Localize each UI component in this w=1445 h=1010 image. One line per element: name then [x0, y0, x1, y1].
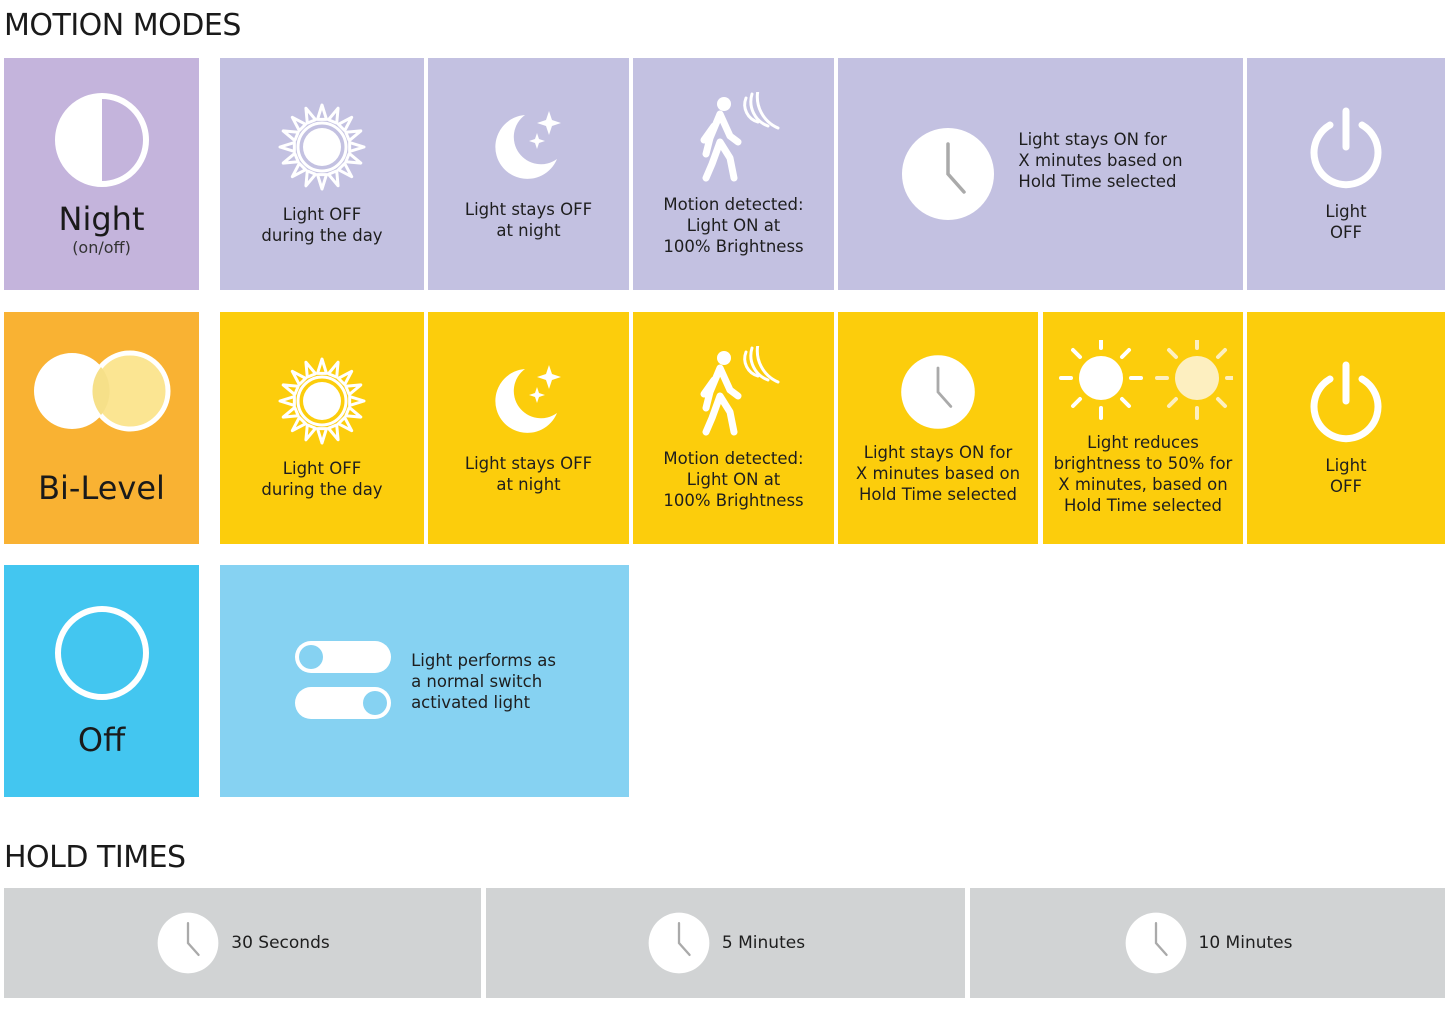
step-caption: Light performs as a normal switch activated light — [411, 650, 556, 712]
hold-times-heading: HOLD TIMES — [4, 840, 186, 875]
hold-time-label: 10 Minutes — [1198, 933, 1293, 953]
night-step-day — [220, 58, 424, 290]
night-step-hold — [838, 58, 1243, 290]
step-caption: Light stays ON for X minutes based on Hold Time selected — [1018, 129, 1183, 191]
mode-name: Off — [77, 721, 126, 759]
bilevel-step-day — [220, 312, 424, 544]
bilevel-mode-tile — [4, 312, 199, 544]
hold-time-10-minutes — [970, 888, 1445, 998]
bilevel-step-dim — [1043, 312, 1243, 544]
hold-time-30-seconds — [4, 888, 481, 998]
mode-name: Night — [58, 200, 145, 238]
step-caption: Light stays ON for X minutes based on Hold Time selected — [855, 442, 1021, 504]
step-caption: Light stays OFF at night — [464, 454, 593, 494]
half-moon-circle-icon — [52, 90, 152, 190]
bilevel-step-night — [428, 312, 629, 544]
power-icon — [1306, 359, 1386, 445]
bilevel-step-motion — [633, 312, 834, 544]
night-step-night — [428, 58, 629, 290]
hold-time-label: 30 Seconds — [231, 933, 330, 953]
step-caption: Light reduces brightness to 50% for X minutes, based on Hold Time selected — [1053, 433, 1233, 515]
off-mode-tile — [4, 565, 199, 797]
empty-circle-icon — [52, 603, 152, 703]
clock-icon — [1123, 910, 1189, 976]
moon-stars-icon — [489, 361, 569, 441]
moon-stars-icon — [489, 107, 569, 187]
motion-modes-heading: MOTION MODES — [4, 8, 241, 43]
hold-time-5-minutes — [486, 888, 965, 998]
bilevel-step-hold — [838, 312, 1038, 544]
hold-time-label: 5 Minutes — [721, 933, 806, 953]
night-step-off — [1247, 58, 1445, 290]
dimming-suns-icon — [1053, 340, 1233, 420]
off-step-switch — [220, 565, 629, 797]
sun-icon — [277, 102, 367, 192]
toggle-switches-icon — [293, 639, 393, 723]
clock-icon — [898, 124, 998, 224]
step-caption: Light OFF — [1325, 202, 1367, 242]
clock-icon — [155, 910, 221, 976]
sun-icon — [277, 356, 367, 446]
step-caption: Motion detected: Light ON at 100% Brightness — [663, 448, 804, 510]
step-caption: Light stays OFF at night — [464, 200, 593, 240]
power-icon — [1306, 105, 1386, 191]
mode-name: Bi-Level — [38, 469, 165, 507]
motion-person-icon — [686, 346, 782, 436]
step-caption: Light OFF during the day — [261, 205, 383, 245]
motion-person-icon — [686, 92, 782, 182]
step-caption: Light OFF — [1325, 456, 1367, 496]
night-mode-tile — [4, 58, 199, 290]
overlapping-circles-icon — [30, 349, 174, 433]
mode-subtitle: (on/off) — [72, 238, 131, 257]
clock-icon — [898, 352, 978, 432]
clock-icon — [646, 910, 712, 976]
step-caption: Light OFF during the day — [261, 459, 383, 499]
night-step-motion — [633, 58, 834, 290]
step-caption: Motion detected: Light ON at 100% Brightness — [663, 194, 804, 256]
bilevel-step-off — [1247, 312, 1445, 544]
